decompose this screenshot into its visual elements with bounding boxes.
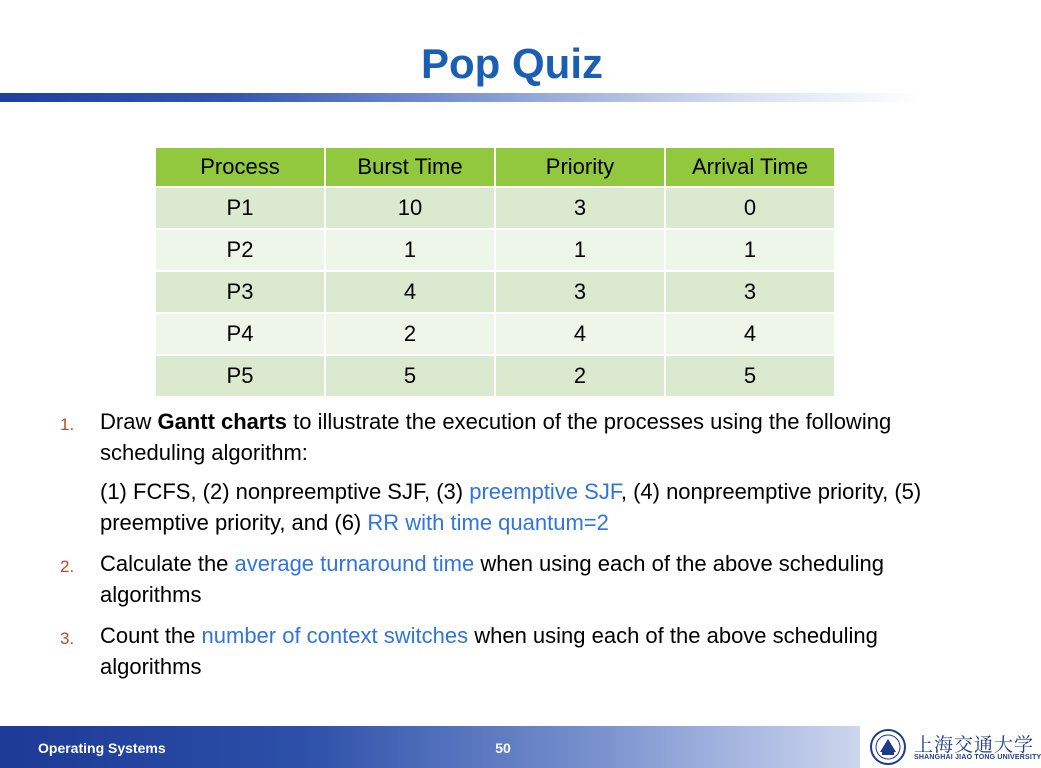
- university-name-english: SHANGHAI JIAO TONG UNIVERSITY: [914, 754, 1041, 761]
- table-cell: 1: [495, 229, 665, 271]
- table-row: [155, 355, 835, 397]
- university-name-chinese: 上海交通大学: [914, 734, 1035, 756]
- question-text: Count the: [100, 623, 202, 648]
- table-cell: 3: [495, 187, 665, 229]
- question-list: [60, 406, 960, 692]
- table-cell: 4: [325, 271, 495, 313]
- question-item-3: [60, 620, 960, 682]
- header-priority: Priority: [495, 147, 665, 187]
- question-text: when using each of the above scheduling algorithms: [100, 623, 878, 679]
- question-item-1: [60, 406, 960, 468]
- question-text: when using each of the above scheduling algorithms: [100, 551, 884, 607]
- title-divider: [0, 93, 920, 102]
- table-cell: 4: [665, 313, 835, 355]
- table-cell: 3: [495, 271, 665, 313]
- course-name: Operating Systems: [38, 740, 166, 756]
- question-text: to illustrate the execution of the processes using the following scheduling algorithm:: [100, 409, 892, 465]
- highlight-term: number of context switches: [201, 623, 469, 648]
- table-cell: P3: [155, 271, 325, 313]
- table-cell: P1: [155, 187, 325, 229]
- university-seal-icon: [868, 728, 908, 766]
- table-cell: 2: [495, 355, 665, 397]
- list-number: 1.: [60, 415, 75, 434]
- list-number: 2.: [60, 557, 75, 576]
- table-header-row: [155, 147, 835, 187]
- table-cell: 5: [665, 355, 835, 397]
- question-text: Draw: [100, 409, 158, 434]
- algorithm-text: , (4) nonpreemptive priority, (5) preemptive priority, and (6): [100, 479, 922, 535]
- bold-term: Gantt charts: [157, 409, 288, 434]
- table-cell: 4: [495, 313, 665, 355]
- question-text: Calculate the: [100, 551, 235, 576]
- slide-title: Pop Quiz: [421, 40, 603, 87]
- header-process: Process: [155, 147, 325, 187]
- highlight-term: average turnaround time: [234, 551, 475, 576]
- highlight-term: RR with time quantum=2: [367, 510, 609, 535]
- table-row: [155, 313, 835, 355]
- algorithm-text: (1) FCFS, (2) nonpreemptive SJF, (3): [100, 479, 470, 504]
- table-row: [155, 187, 835, 229]
- table-cell: 10: [325, 187, 495, 229]
- question-item-2: [60, 548, 960, 610]
- highlight-term: preemptive SJF: [469, 479, 621, 504]
- algorithm-list: [60, 476, 960, 538]
- table-cell: P5: [155, 355, 325, 397]
- table-cell: 3: [665, 271, 835, 313]
- list-number: 3.: [60, 629, 75, 648]
- table-cell: 1: [665, 229, 835, 271]
- table-cell: 2: [325, 313, 495, 355]
- header-burst-time: Burst Time: [325, 147, 495, 187]
- page-number: 50: [495, 740, 511, 756]
- table-row: [155, 271, 835, 313]
- header-arrival-time: Arrival Time: [665, 147, 835, 187]
- table-cell: P4: [155, 313, 325, 355]
- university-logo: [868, 726, 1041, 768]
- process-table: [154, 146, 836, 398]
- table-cell: P2: [155, 229, 325, 271]
- table-cell: 5: [325, 355, 495, 397]
- table-cell: 0: [665, 187, 835, 229]
- table-row: [155, 229, 835, 271]
- table-cell: 1: [325, 229, 495, 271]
